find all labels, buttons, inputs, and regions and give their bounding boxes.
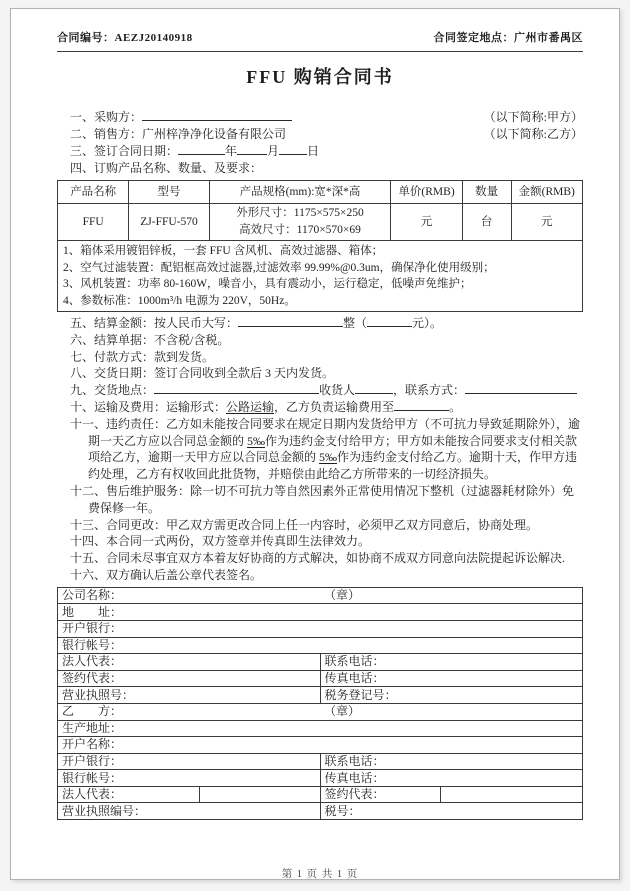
party-b-license-row [58,803,583,820]
a-seal-mark: （章） [320,587,583,604]
term-dispute: 十五、合同未尽事宜双方本着友好协商的方式解决，如协商不成双方同意向法院提起诉讼解决. [70,551,566,566]
note-3: 3、风机装置：功率 80-160W，噪音小，具有震动小，运行稳定，低噪声免维护； [63,278,472,290]
a-account-label: 银行帐号： [58,637,583,654]
term9-text-a: 九、交货地点： [70,383,155,398]
b-account-label: 银行帐号： [58,770,321,787]
col-product-name: 产品名称 [58,181,129,204]
freight-destination-blank [394,399,449,411]
b-prod-address-label: 生产地址： [58,720,583,737]
amount-figure-blank [367,315,412,327]
party-a-license-row [58,687,583,704]
penalty-rate-2: 5‰ [319,450,338,465]
product-table [57,180,583,312]
document-title: FFU 购销合同书 [246,67,394,87]
term5-text-c: 元）。 [412,316,443,330]
party-a-address-row [58,604,583,621]
buyer-blank-field [142,109,292,121]
term10-text-c: 。 [449,399,462,414]
month-blank-field [237,143,267,155]
term11-text-b: 作为违约金支付给甲方；甲方如未能按合同要求支付相关款项给乙方，逾期一天甲方应以合同总金额的 [88,433,578,465]
year-char: 年 [225,144,238,158]
term-seal-signature: 十六、双方确认后盖公章代表签名。 [70,567,263,582]
b-party-label: 乙 方： [58,703,321,720]
seller-label: 二、销售方： [70,127,143,141]
qty-cell: 台 [462,204,511,241]
contract-page [10,8,620,880]
product-notes-row [58,241,583,312]
term-duplicates: 十四、本合同一式两份，双方签章并传真即生法律效力。 [70,534,371,549]
contract-number [57,29,193,45]
party-a-account-row [58,637,583,654]
party-b-account-row [58,770,583,787]
transport-mode: 公路运输 [226,399,275,414]
party-b-account-name-row [58,737,583,754]
b-license-label: 营业执照编号： [58,803,321,820]
spec-cell [209,204,391,241]
term9-text-c: ，联系方式： [393,383,466,398]
b-account-name-label: 开户名称： [58,737,583,754]
contact-blank [465,382,577,394]
year-blank-field [178,143,225,155]
party-b-bank-row [58,753,583,770]
term-after-sales: 十二、售后维护服务：除一切不可抗力等自然因素外正常使用情况下整机（过滤器耗材除外）免费保修一年。 [70,483,575,515]
term11-text-a: 十一、违约责任：乙方如未能按合同要求在规定日期内发货给甲方（不可抗力导致延期除外），逾期一天乙方应以合同总金额的 [70,416,581,448]
terms-section [57,315,583,584]
document-header [57,29,583,52]
contract-number-label: 合同编号： [57,32,115,44]
party-b-prod-address-row [58,720,583,737]
term-transport [70,399,583,416]
col-amount: 金额(RMB) [511,181,582,204]
buyer-label: 一、采购方： [70,110,143,124]
party-a-note: （以下简称:甲方） [483,110,583,124]
a-bank-label: 开户银行： [58,620,583,637]
b-legal-rep-value-cell [199,786,320,803]
note-4: 4、参数标准：1000m³/h 电源为 220V，50Hz。 [63,294,296,307]
penalty-rate-1: 5‰ [247,433,266,448]
product-name-cell: FFU [58,204,129,241]
delivery-place-blank [154,382,319,394]
page-number: 第 1 页 共 1 页 [281,869,359,881]
party-a-company-row [58,587,583,604]
col-spec: 产品规格(mm):宽*深*高 [209,181,391,204]
term9-text-b: 收货人 [319,383,356,398]
product-notes-cell [58,241,583,312]
b-signer-value-cell [441,786,583,803]
party-a-signer-row [58,670,583,687]
term-invoice: 六、结算单据：不含税/含税。 [70,332,230,347]
a-signer-label: 签约代表： [58,670,321,687]
b-seal-mark: （章） [320,703,583,720]
party-a-bank-row [58,620,583,637]
term5-text-a: 五、结算金额：按人民币大写： [70,316,239,330]
term-breach-liability [70,416,583,483]
month-char: 月 [267,144,280,158]
spec-hepa-size: 高效尺寸：1170×570×69 [239,224,361,236]
col-qty: 数量 [462,181,511,204]
term10-text-b: ，乙方负责运输费用至 [274,399,395,414]
a-company-label: 公司名称： [58,587,321,604]
b-phone-label: 联系电话： [320,753,583,770]
date-label: 三、签订合同日期： [70,144,179,158]
contract-number-value: AEZJ20140918 [114,32,193,44]
signing-place-value: 广州市番禺区 [514,32,583,44]
day-blank-field [279,143,307,155]
term-payment: 七、付款方式：款到发货。 [70,349,215,364]
product-table-header-row [58,181,583,204]
term-amendment: 十三、合同更改：甲乙双方需更改合同上任一内容时，必须甲乙双方同意后，协商处理。 [70,517,539,532]
amount-cell: 元 [511,204,582,241]
party-b-note: （以下简称:乙方） [483,127,583,141]
party-a-legal-rep-row [58,654,583,671]
b-legal-rep-label: 法人代表： [58,786,200,803]
term11-text-c: 作为违约金支付给乙方。逾期十天，作甲方违约处理，乙方有权收回此批货物，并赔偿由此给乙方所带来的一切经济损失。 [88,450,578,482]
a-address-label: 地 址： [58,604,583,621]
col-unit-price: 单价(RMB) [391,181,462,204]
unit-price-cell: 元 [391,204,462,241]
b-fax-label: 传真电话： [320,770,583,787]
intro-seller-line [70,126,583,143]
term10-text-a: 十、运输及费用：运输形式： [70,399,227,414]
intro-products-line: 四、订购产品名称、数量、及要求： [70,161,263,175]
a-fax-label: 传真电话： [320,670,583,687]
a-phone-label: 联系电话： [320,654,583,671]
col-model: 型号 [129,181,209,204]
signature-table [57,587,583,820]
amount-words-blank [238,315,343,327]
model-cell: ZJ-FFU-570 [129,204,209,241]
intro-buyer-line [70,109,583,126]
term-delivery-date: 八、交货日期：签订合同收到全款后 3 天内发货。 [70,366,335,381]
b-signer-label: 签约代表： [320,786,441,803]
term-settlement-amount [70,315,583,332]
a-license-label: 营业执照号： [58,687,321,704]
seller-name: 广州梓净净化设备有限公司 [142,127,287,141]
note-1: 1、箱体采用镀铝锌板，一套 FFU 含风机、高效过滤器、箱体； [63,245,384,257]
a-legal-rep-label: 法人代表： [58,654,321,671]
party-b-row [58,703,583,720]
note-2: 2、空气过滤装置：配铝框高效过滤器,过滤效率 99.99%@0.3um，确保净化使用级别； [63,261,495,274]
b-tax-label: 税号： [320,803,583,820]
b-bank-label: 开户银行： [58,753,321,770]
term-delivery-place [70,382,583,399]
intro-date-line [70,143,583,160]
signing-place [434,29,584,45]
day-char: 日 [307,144,320,158]
signing-place-label: 合同签定地点： [433,32,514,44]
product-row [58,204,583,241]
a-tax-label: 税务登记号： [320,687,583,704]
term5-text-b: 整（ [343,316,368,330]
spec-outer-size: 外形尺寸：1175×575×250 [236,207,364,219]
party-b-legal-rep-row [58,786,583,803]
consignee-blank [355,382,393,394]
